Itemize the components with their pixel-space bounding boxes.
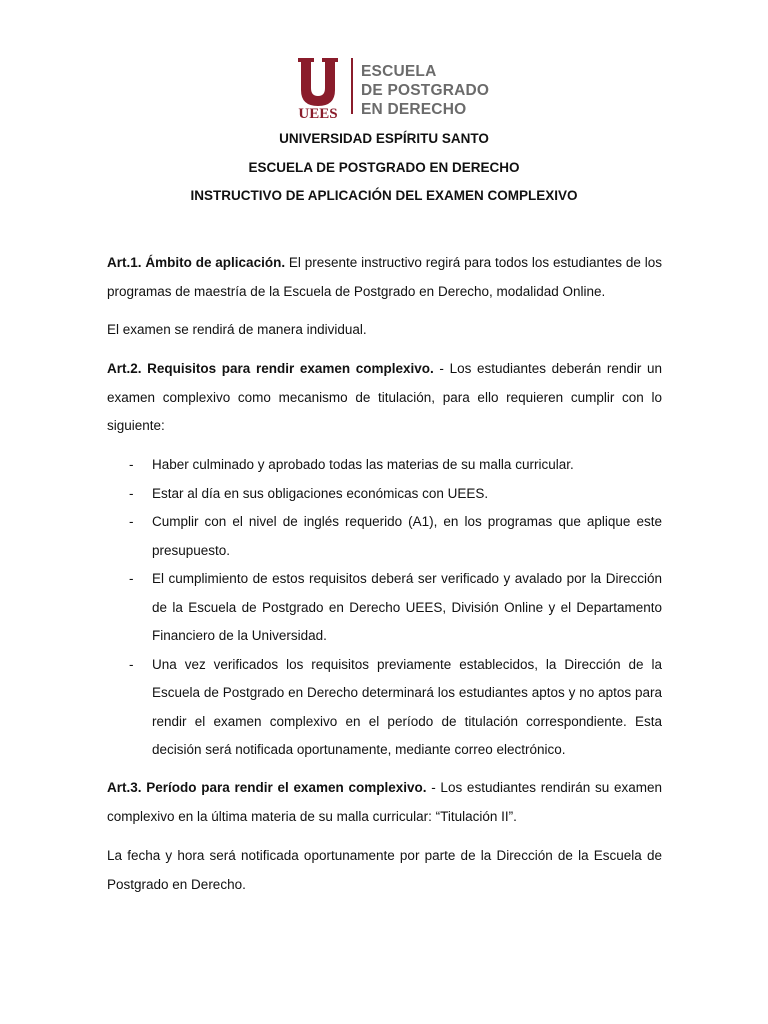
requirements-list [107,451,662,765]
heading-university: UNIVERSIDAD ESPÍRITU SANTO [279,131,489,146]
art1-text: El presente instructivo regirá para todos los estudiantes de los programas de maestría de la Escuela de Postgrado en Derecho, modalidad Online. [107,255,662,299]
list-item [107,451,662,480]
logo-wordmark [361,62,489,119]
art2-paragraph [107,355,662,441]
uees-logo-mark [290,54,346,120]
list-item-text: Haber culminado y aprobado todas las materias de su malla curricular. [152,457,574,472]
list-dash: - [129,485,134,501]
list-item [107,480,662,509]
art1-paragraph [107,249,662,306]
heading-school: ESCUELA DE POSTGRADO EN DERECHO [248,160,520,175]
art1-note: El examen se rendirá de manera individual. [107,322,367,337]
logo-line-3: EN DERECHO [361,101,467,118]
art3-text: - Los estudiantes rendirán su examen complexivo en la última materia de su malla curricular: “Titulación II”. [107,780,662,824]
list-dash: - [129,571,134,586]
art3-paragraph [107,774,662,831]
list-item-text: Cumplir con el nivel de inglés requerido (A1), en los programas que aplique este presupuesto. [152,514,662,558]
logo-mark-text: UEES [298,106,338,120]
art3-note: La fecha y hora será notificada oportunamente por parte de la Dirección de la Escuela de Postgrado en Derecho. [107,848,662,892]
logo-line-1: ESCUELA [361,63,437,80]
uees-logo [290,54,490,124]
list-item [107,508,662,565]
list-item-text: Estar al día en sus obligaciones económicas con UEES. [152,485,489,501]
list-item-text: El cumplimiento de estos requisitos deberá ser verificado y avalado por la Dirección de la Escuela de Postgrado en Derecho UEES, División Online y el Departamento Financiero de la Universidad. [152,571,662,643]
list-item [107,651,662,765]
logo-line-2: DE POSTGRADO [361,82,490,99]
art1-title: Art.1. Ámbito de aplicación. [107,255,286,270]
heading-document-title: INSTRUCTIVO DE APLICACIÓN DEL EXAMEN COMPLEXIVO [190,188,578,203]
art2-text: - Los estudiantes deberán rendir un examen complexivo como mecanismo de titulación, para ello requieren cumplir con lo siguiente: [107,361,663,433]
list-item [107,565,662,651]
list-dash: - [129,656,134,672]
art3-title: Art.3. Período para rendir el examen complexivo. [107,780,427,795]
list-dash: - [129,457,134,472]
art2-title: Art.2. Requisitos para rendir examen complexivo. [107,361,434,376]
list-item-text: Una vez verificados los requisitos previamente establecidos, la Dirección de la Escuela de Postgrado en Derecho determinará los estudiantes aptos y no aptos para rendir el examen complexivo en el período de titulación correspondiente. Esta decisión será notificada oportunamente, mediante correo electrónico. [152,656,662,757]
logo-divider [351,58,353,114]
list-dash: - [129,514,134,529]
